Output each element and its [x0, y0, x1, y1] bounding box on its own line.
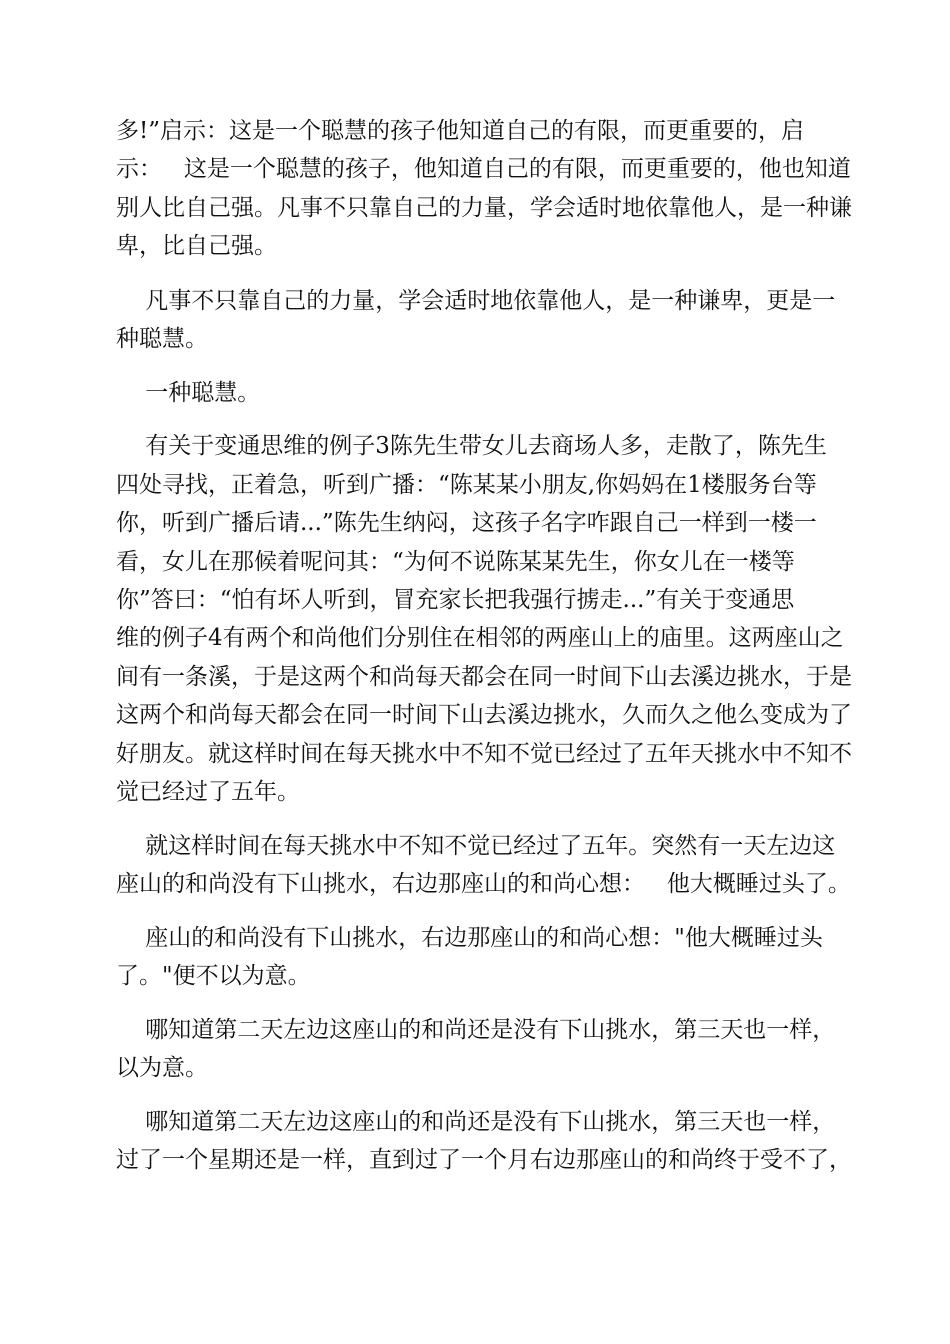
text-line: 哪知道第二天左边这座山的和尚还是没有下山挑水，第三天也一样， [116, 1109, 836, 1135]
text-line: 看，女儿在那候着呢问其：“为何不说陈某某先生，你女儿在一楼等 [116, 549, 795, 575]
text-line: 示： 这是一个聪慧的孩子，他知道自己的有限，而更重要的，他也知道 [116, 156, 851, 182]
text-line: 间有一条溪，于是这两个和尚每天都会在同一时间下山去溪边挑水，于是 [116, 664, 852, 690]
text-line: 多!”启示：这是一个聪慧的孩子他知道自己的有限，而更重要的，启 [116, 118, 805, 144]
text-line: 觉已经过了五年。 [116, 779, 300, 805]
text-line: 种聪慧。 [116, 326, 208, 352]
text-line: 你”答曰：“怕有坏人听到，冒充家长把我强行掳走...”有关于变通思 [116, 587, 795, 613]
text-line: 以为意。 [116, 1055, 208, 1081]
text-line: 四处寻找，正着急，听到广播：“陈某某小朋友,你妈妈在1楼服务台等 [116, 472, 817, 498]
text-line: 座山的和尚没有下山挑水，右边那座山的和尚心想："他大概睡过头 [116, 925, 823, 951]
text-line: 有关于变通思维的例子3陈先生带女儿去商场人多，走散了，陈先生 [116, 433, 827, 459]
text-line: 凡事不只靠自己的力量，学会适时地依靠他人，是一种谦卑，更是一 [116, 288, 836, 314]
text-line: 座山的和尚没有下山挑水，右边那座山的和尚心想： 他大概睡过头了。 [116, 871, 851, 897]
text-line: 过了一个星期还是一样，直到过了一个月右边那座山的和尚终于受不了， [116, 1147, 852, 1173]
text-line: 别人比自己强。凡事不只靠自己的力量，学会适时地依靠他人，是一种谦 [116, 195, 852, 221]
text-line: 这两个和尚每天都会在同一时间下山去溪边挑水，久而久之他么变成为了 [116, 702, 852, 728]
text-line: 维的例子4有两个和尚他们分别住在相邻的两座山上的庙里。这两座山之 [116, 625, 844, 651]
text-line: 一种聪慧。 [116, 380, 261, 406]
text-line: 了。"便不以为意。 [116, 963, 311, 989]
text-line: 就这样时间在每天挑水中不知不觉已经过了五年。突然有一天左边这 [116, 833, 836, 859]
text-line: 好朋友。就这样时间在每天挑水中不知不觉已经过了五年天挑水中不知不 [116, 741, 852, 767]
text-line: 哪知道第二天左边这座山的和尚还是没有下山挑水，第三天也一样， [116, 1017, 836, 1043]
text-line: 卑，比自己强。 [116, 233, 277, 259]
text-line: 你，听到广播后请...”陈先生纳闷，这孩子名字咋跟自己一样到一楼一 [116, 510, 817, 536]
